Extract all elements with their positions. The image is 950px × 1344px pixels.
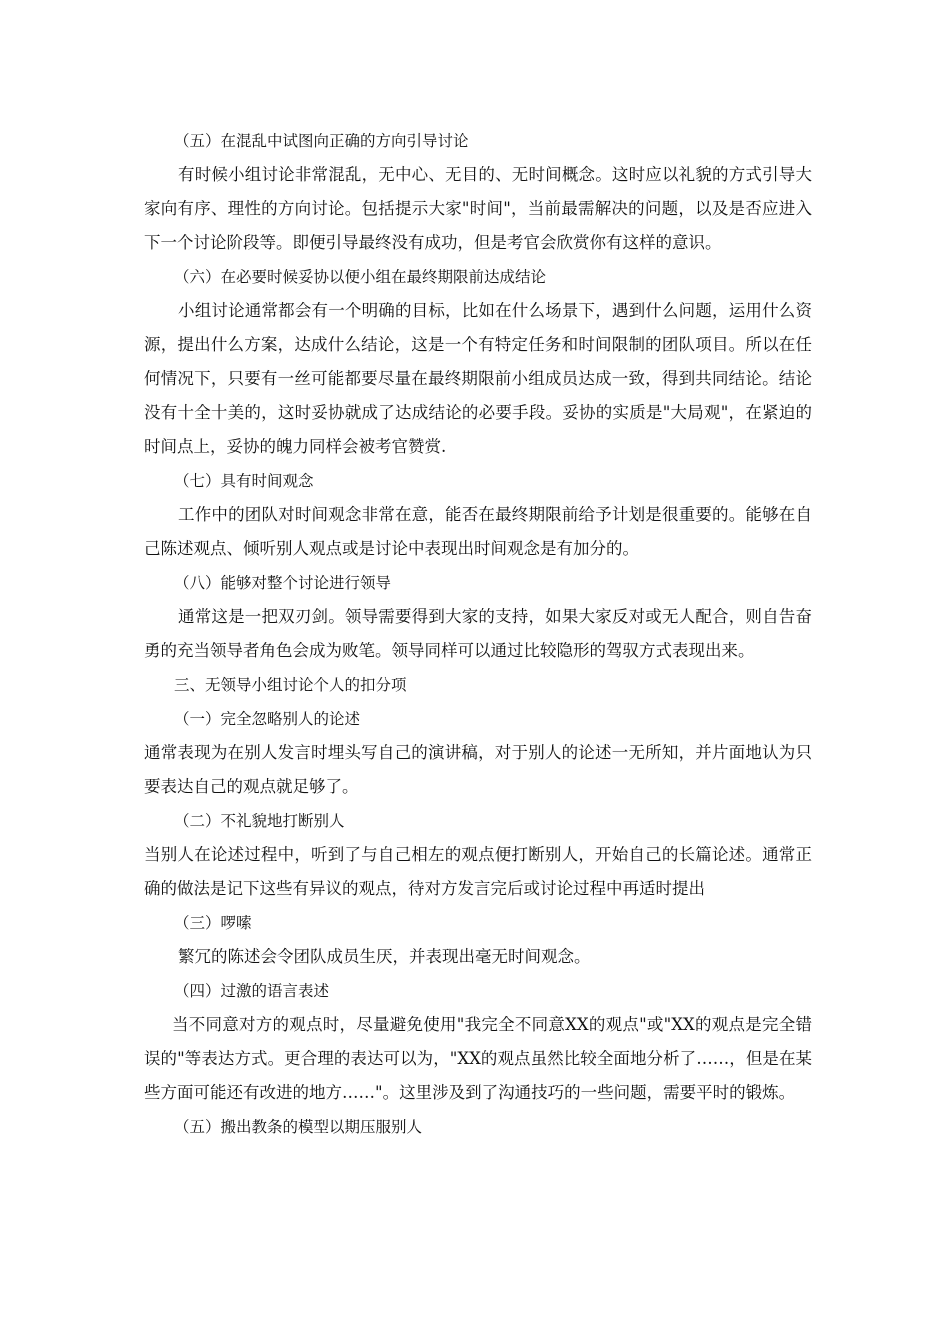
section-heading: （一）完全忽略别人的论述 — [174, 710, 361, 728]
body-paragraph: 小组讨论通常都会有一个明确的目标，比如在什么场景下，遇到什么问题，运用什么资源，提出什么方案，达成什么结论，这是一个有特定任务和时间限制的团队项目。所以在任何情况下，只要有一丝可能都要尽量在最终期限前小组成员达成一致，得到共同结论。结论没有十全十美的，这时妥协就成了达成结论的必要手段。妥协的实质是"大局观"，在紧迫的时间点上，妥协的魄力同样会被考官赞赏. — [144, 301, 812, 456]
body-paragraph: 当别人在论述过程中，听到了与自己相左的观点便打断别人，开始自己的长篇论述。通常正确的做法是记下这些有异议的观点，待对方发言完后或讨论过程中再适时提出 — [144, 845, 812, 898]
document-body — [144, 124, 812, 1144]
section-heading: （三）啰嗦 — [174, 914, 252, 932]
body-paragraph: 当不同意对方的观点时，尽量避免使用"我完全不同意XX的观点"或"XX的观点是完全错误的"等表达方式。更合理的表达可以为，"XX的观点虽然比较全面地分析了……，但是在某些方面可能还有改进的地方……"。这里涉及到了沟通技巧的一些问题，需要平时的锻炼。 — [144, 1015, 812, 1102]
section-heading: （七）具有时间观念 — [174, 472, 314, 490]
section-heading: （四）过激的语言表述 — [174, 982, 330, 1000]
body-paragraph: 工作中的团队对时间观念非常在意，能否在最终期限前给予计划是很重要的。能够在自己陈述观点、倾听别人观点或是讨论中表现出时间观念是有加分的。 — [144, 505, 812, 558]
section-heading: （八）能够对整个讨论进行领导 — [174, 574, 392, 592]
body-paragraph: 通常表现为在别人发言时埋头写自己的演讲稿，对于别人的论述一无所知，并片面地认为只要表达自己的观点就足够了。 — [144, 743, 812, 796]
section-heading: （五）搬出教条的模型以期压服别人 — [174, 1118, 423, 1136]
section-heading: （二）不礼貌地打断别人 — [174, 812, 345, 830]
body-paragraph: 通常这是一把双刃剑。领导需要得到大家的支持，如果大家反对或无人配合，则自告奋勇的充当领导者角色会成为败笔。领导同样可以通过比较隐形的驾驭方式表现出来。 — [144, 607, 812, 660]
section-heading: （六）在必要时候妥协以便小组在最终期限前达成结论 — [174, 268, 547, 286]
chapter-heading: 三、无领导小组讨论个人的扣分项 — [174, 676, 407, 694]
section-heading: （五）在混乱中试图向正确的方向引导讨论 — [174, 132, 469, 150]
body-paragraph: 有时候小组讨论非常混乱，无中心、无目的、无时间概念。这时应以礼貌的方式引导大家向有序、理性的方向讨论。包括提示大家"时间"，当前最需解决的问题，以及是否应进入下一个讨论阶段等。即便引导最终没有成功，但是考官会欣赏你有这样的意识。 — [144, 165, 812, 252]
body-paragraph: 繁冗的陈述会令团队成员生厌，并表现出毫无时间观念。 — [178, 947, 591, 966]
